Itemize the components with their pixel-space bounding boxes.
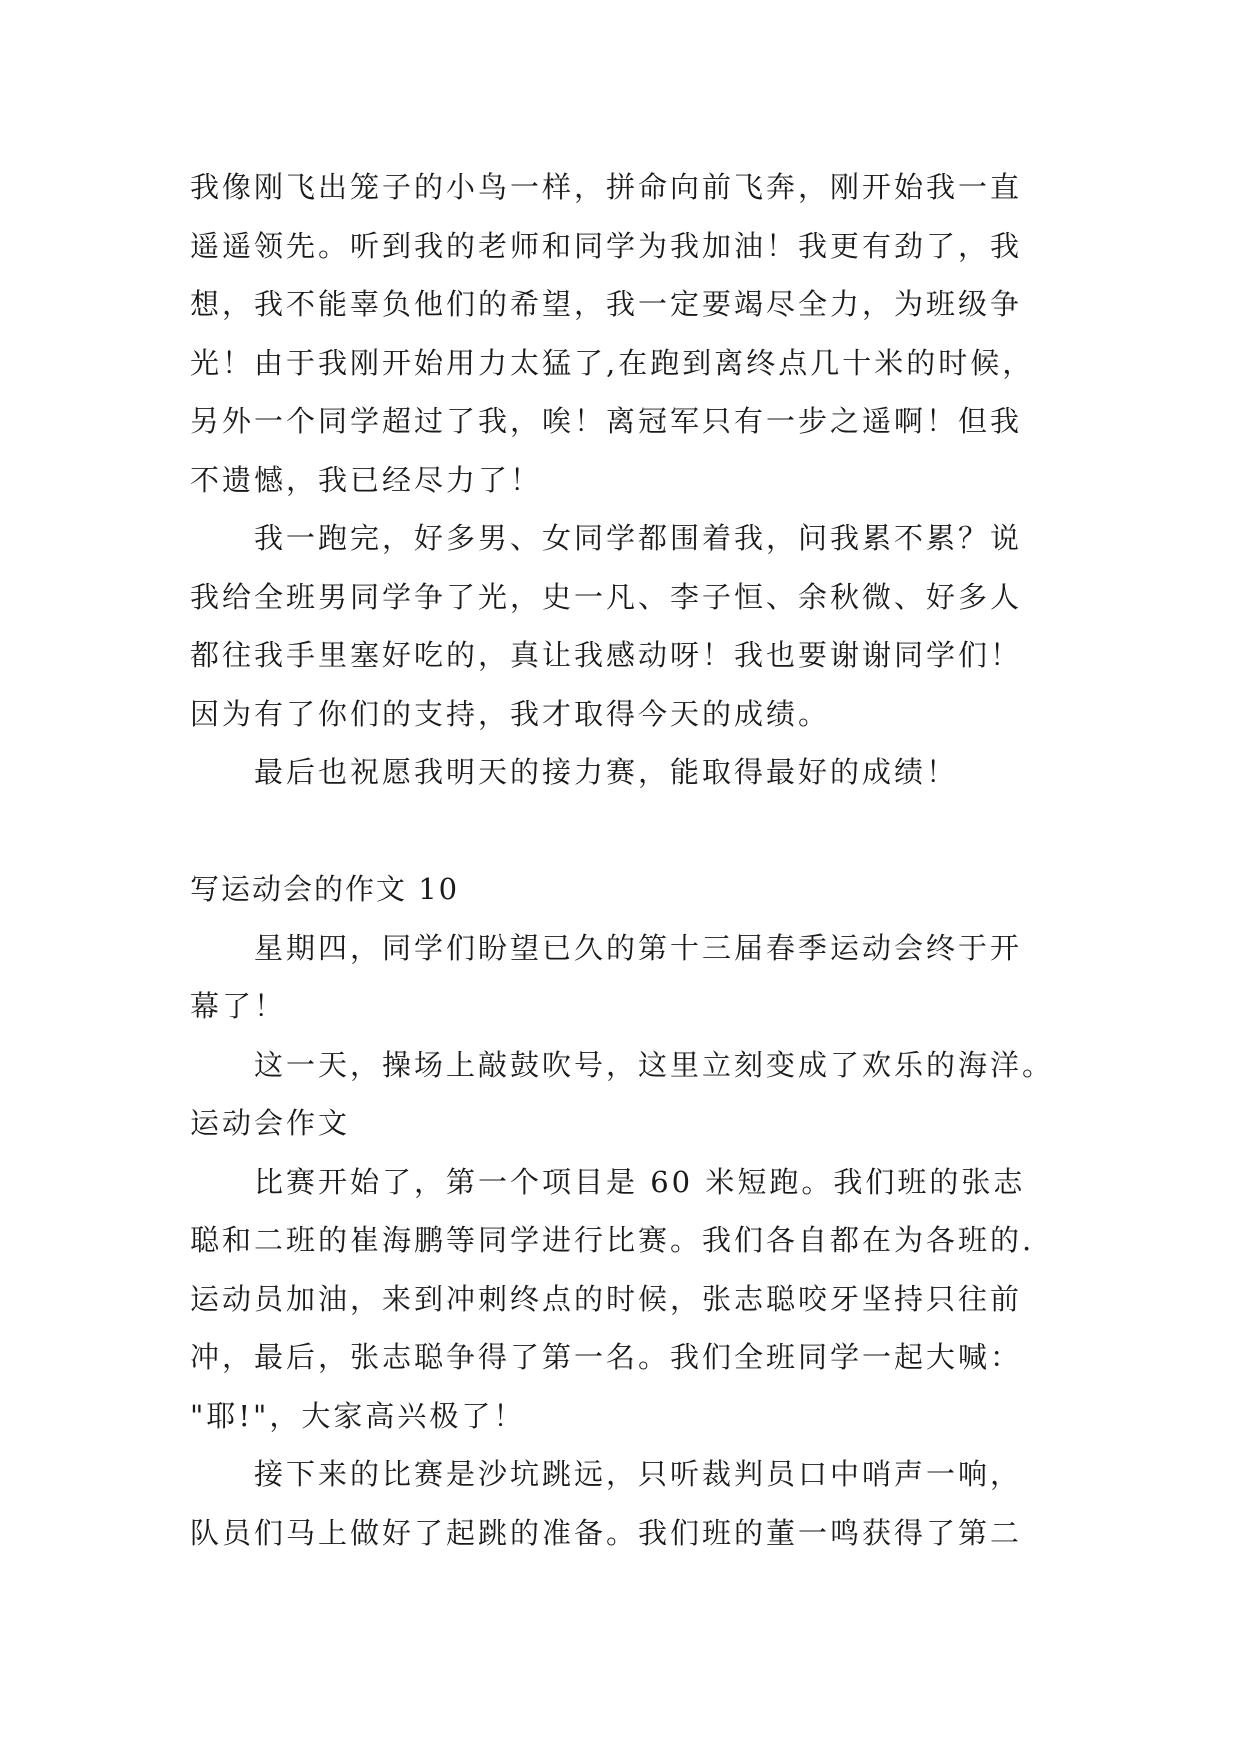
paragraph	[190, 1036, 1060, 1153]
text-line: 最后也祝愿我明天的接力赛，能取得最好的成绩！	[254, 755, 959, 789]
text-line: 不遗憾，我已经尽力了！	[190, 462, 543, 497]
text-line: 遥遥领先。听到我的老师和同学为我加油！我更有劲了，我	[190, 228, 1023, 263]
paragraph	[190, 1445, 1060, 1562]
text-line: 幕了！	[190, 989, 287, 1023]
paragraph	[190, 919, 1060, 1036]
paragraph	[190, 509, 1060, 743]
text-line: 另外一个同学超过了我，唉！离冠军只有一步之遥啊！但我	[190, 404, 1023, 438]
text-line: 都往我手里塞好吃的，真让我感动呀！我也要谢谢同学们！	[190, 638, 1023, 672]
section-heading: 写运动会的作文 10	[190, 872, 460, 906]
document-body	[190, 158, 1060, 1562]
text-line: 星期四，同学们盼望已久的第十三届春季运动会终于开	[254, 930, 1023, 965]
text-line: 冲，最后，张志聪争得了第一名。我们全班同学一起大喊：	[190, 1340, 1023, 1374]
text-line: 运动员加油，来到冲刺终点的时候，张志聪咬牙坚持只往前	[190, 1281, 1023, 1316]
essay-title	[190, 860, 1060, 919]
paragraph	[190, 1153, 1060, 1446]
text-line: 聪和二班的崔海鹏等同学进行比赛。我们各自都在为各班的.	[190, 1223, 1035, 1257]
text-line: 队员们马上做好了起跳的准备。我们班的董一鸣获得了第二	[190, 1515, 1023, 1550]
text-line: 接下来的比赛是沙坑跳远，只听裁判员口中哨声一响，	[254, 1457, 1023, 1491]
text-line: "耶!"，大家高兴极了！	[190, 1398, 526, 1433]
text-line: 因为有了你们的支持，我才取得今天的成绩。	[190, 696, 831, 731]
text-line: 我像刚飞出笼子的小鸟一样，拼命向前飞奔，刚开始我一直	[190, 170, 1023, 204]
text-line: 我给全班男同学争了光，史一凡、李子恒、余秋微、好多人	[190, 579, 1023, 614]
text-line: 运动会作文	[190, 1106, 351, 1140]
text-line: 想，我不能辜负他们的希望，我一定要竭尽全力，为班级争	[190, 287, 1023, 321]
text-line: 光！由于我刚开始用力太猛了,在跑到离终点几十米的时候，	[190, 345, 1035, 380]
text-line: 这一天，操场上敲鼓吹号，这里立刻变成了欢乐的海洋。	[254, 1047, 1055, 1082]
paragraph	[190, 158, 1060, 509]
text-line: 比赛开始了，第一个项目是 60 米短跑。我们班的张志	[254, 1164, 1026, 1199]
text-line: 我一跑完，好多男、女同学都围着我，问我累不累？说	[254, 521, 1023, 555]
section-gap	[190, 802, 1060, 861]
paragraph	[190, 743, 1060, 802]
